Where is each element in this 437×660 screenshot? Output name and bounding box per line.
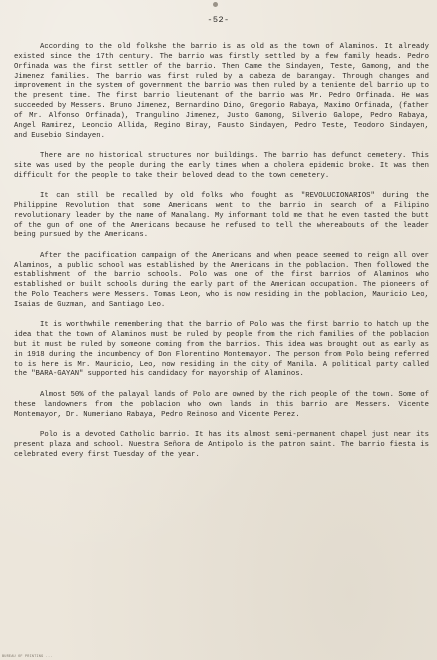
page-number: -52- (207, 15, 230, 25)
paragraph-barrio-origin: According to the old folkshe the barrio is as old as the town of Alaminos. It already existed since the 17th century. The barrio was firstly settled by a few family heads. Pedro Orfinada was the first settler of the barrio. Then Came the Sindayen, Teste, Gamong, and the Jimenez families. The barrio was first ruled by a cabeza de barangay. Through changes and improvement in the system of government the barrio was then ruled by a teniente del barrio up to the present time. The first barrio lieutenant of the barrio was Mr. Pedro Orfinada. He was succeeded by Messers. Bruno Jimenez, Bernardino Dino, Gregorio Rabaya, Maximo Orfinada, (father of Mr. Alfonso Orfinada), Trangulino Jimenez, Justo Gamong, Silverio Galope, Pedro Rabaya, Angel Ramirez, Leoncio Allida, Regino Biray, Fausto Sindayen, Pedro Teste, Teodoro Sindayen, and Eusebio Sindayen. (14, 43, 429, 140)
paragraph-revolution: It can still be recalled by old folks who fought as "REVOLUCIONARIOS" during the Philippine Revolution that some Americans went to the barrio in search of a Filipino revolutionary leader by the name of Manalang. My informant told me that he even tasted the butt of the gun of one of the Americans because he refused to tell the whereabouts of the leader being pursued by the Americans. (14, 191, 429, 240)
document-body (14, 43, 429, 471)
footer-imprint: BUREAU OF PRINTING ... (2, 655, 53, 659)
paragraph-landowners: Almost 50% of the palayal lands of Polo are owned by the rich people of the town. Some of these landowners from the poblacion who own lands in this barrio are Messers. Vicente Montemayor, Dr. Numeriano Rabaya, Pedro Reinoso and Vicente Perez. (14, 390, 429, 419)
paragraph-historical-structures: There are no historical structures nor buildings. The barrio has defunct cemetery. This site was used by the people during the early times when a cholera epidemic broke. It was then difficult for the people to take their beloved dead to the town cemetery. (14, 151, 429, 180)
paragraph-religion: Polo is a devoted Catholic barrio. It has its almost semi-permanent chapel just near its present plaza and school. Nuestra Señora de Antipolo is the patron saint. The barrio fiesta is celebrated every first Tuesday of the year. (14, 430, 429, 459)
punch-hole (213, 2, 218, 7)
paragraph-schools: After the pacification campaign of the Americans and when peace seemed to reign all over Alaminos, a public school was established by the Americans in the poblacion. Then followed the establishment of the barrio schools. Polo was one of the first barrios of Alaminos who established or built schools during the early part of the American occupation. The pioneers of the Polo Teachers were Messers. Tomas Leon, who is now residing in the poblacion, Mauricio Leo, Isaias de Guzman, and Santiago Leo. (14, 251, 429, 309)
paragraph-politics: It is worthwhile remembering that the barrio of Polo was the first barrio to hatch up the idea that the town of Alaminos must be ruled by people from the rich families of the poblacion but it must be ruled by someone coming from the barrios. This idea was brought out as early as in 1918 during the incumbency of Don Florentino Montemayor. The person from Polo being referred to is here is Mr. Mauricio, Leo, now residing in the city of Manila. A political party called the "BARA-GAYAN" supported his candidacy for mayorship of Alaminos. (14, 321, 429, 379)
